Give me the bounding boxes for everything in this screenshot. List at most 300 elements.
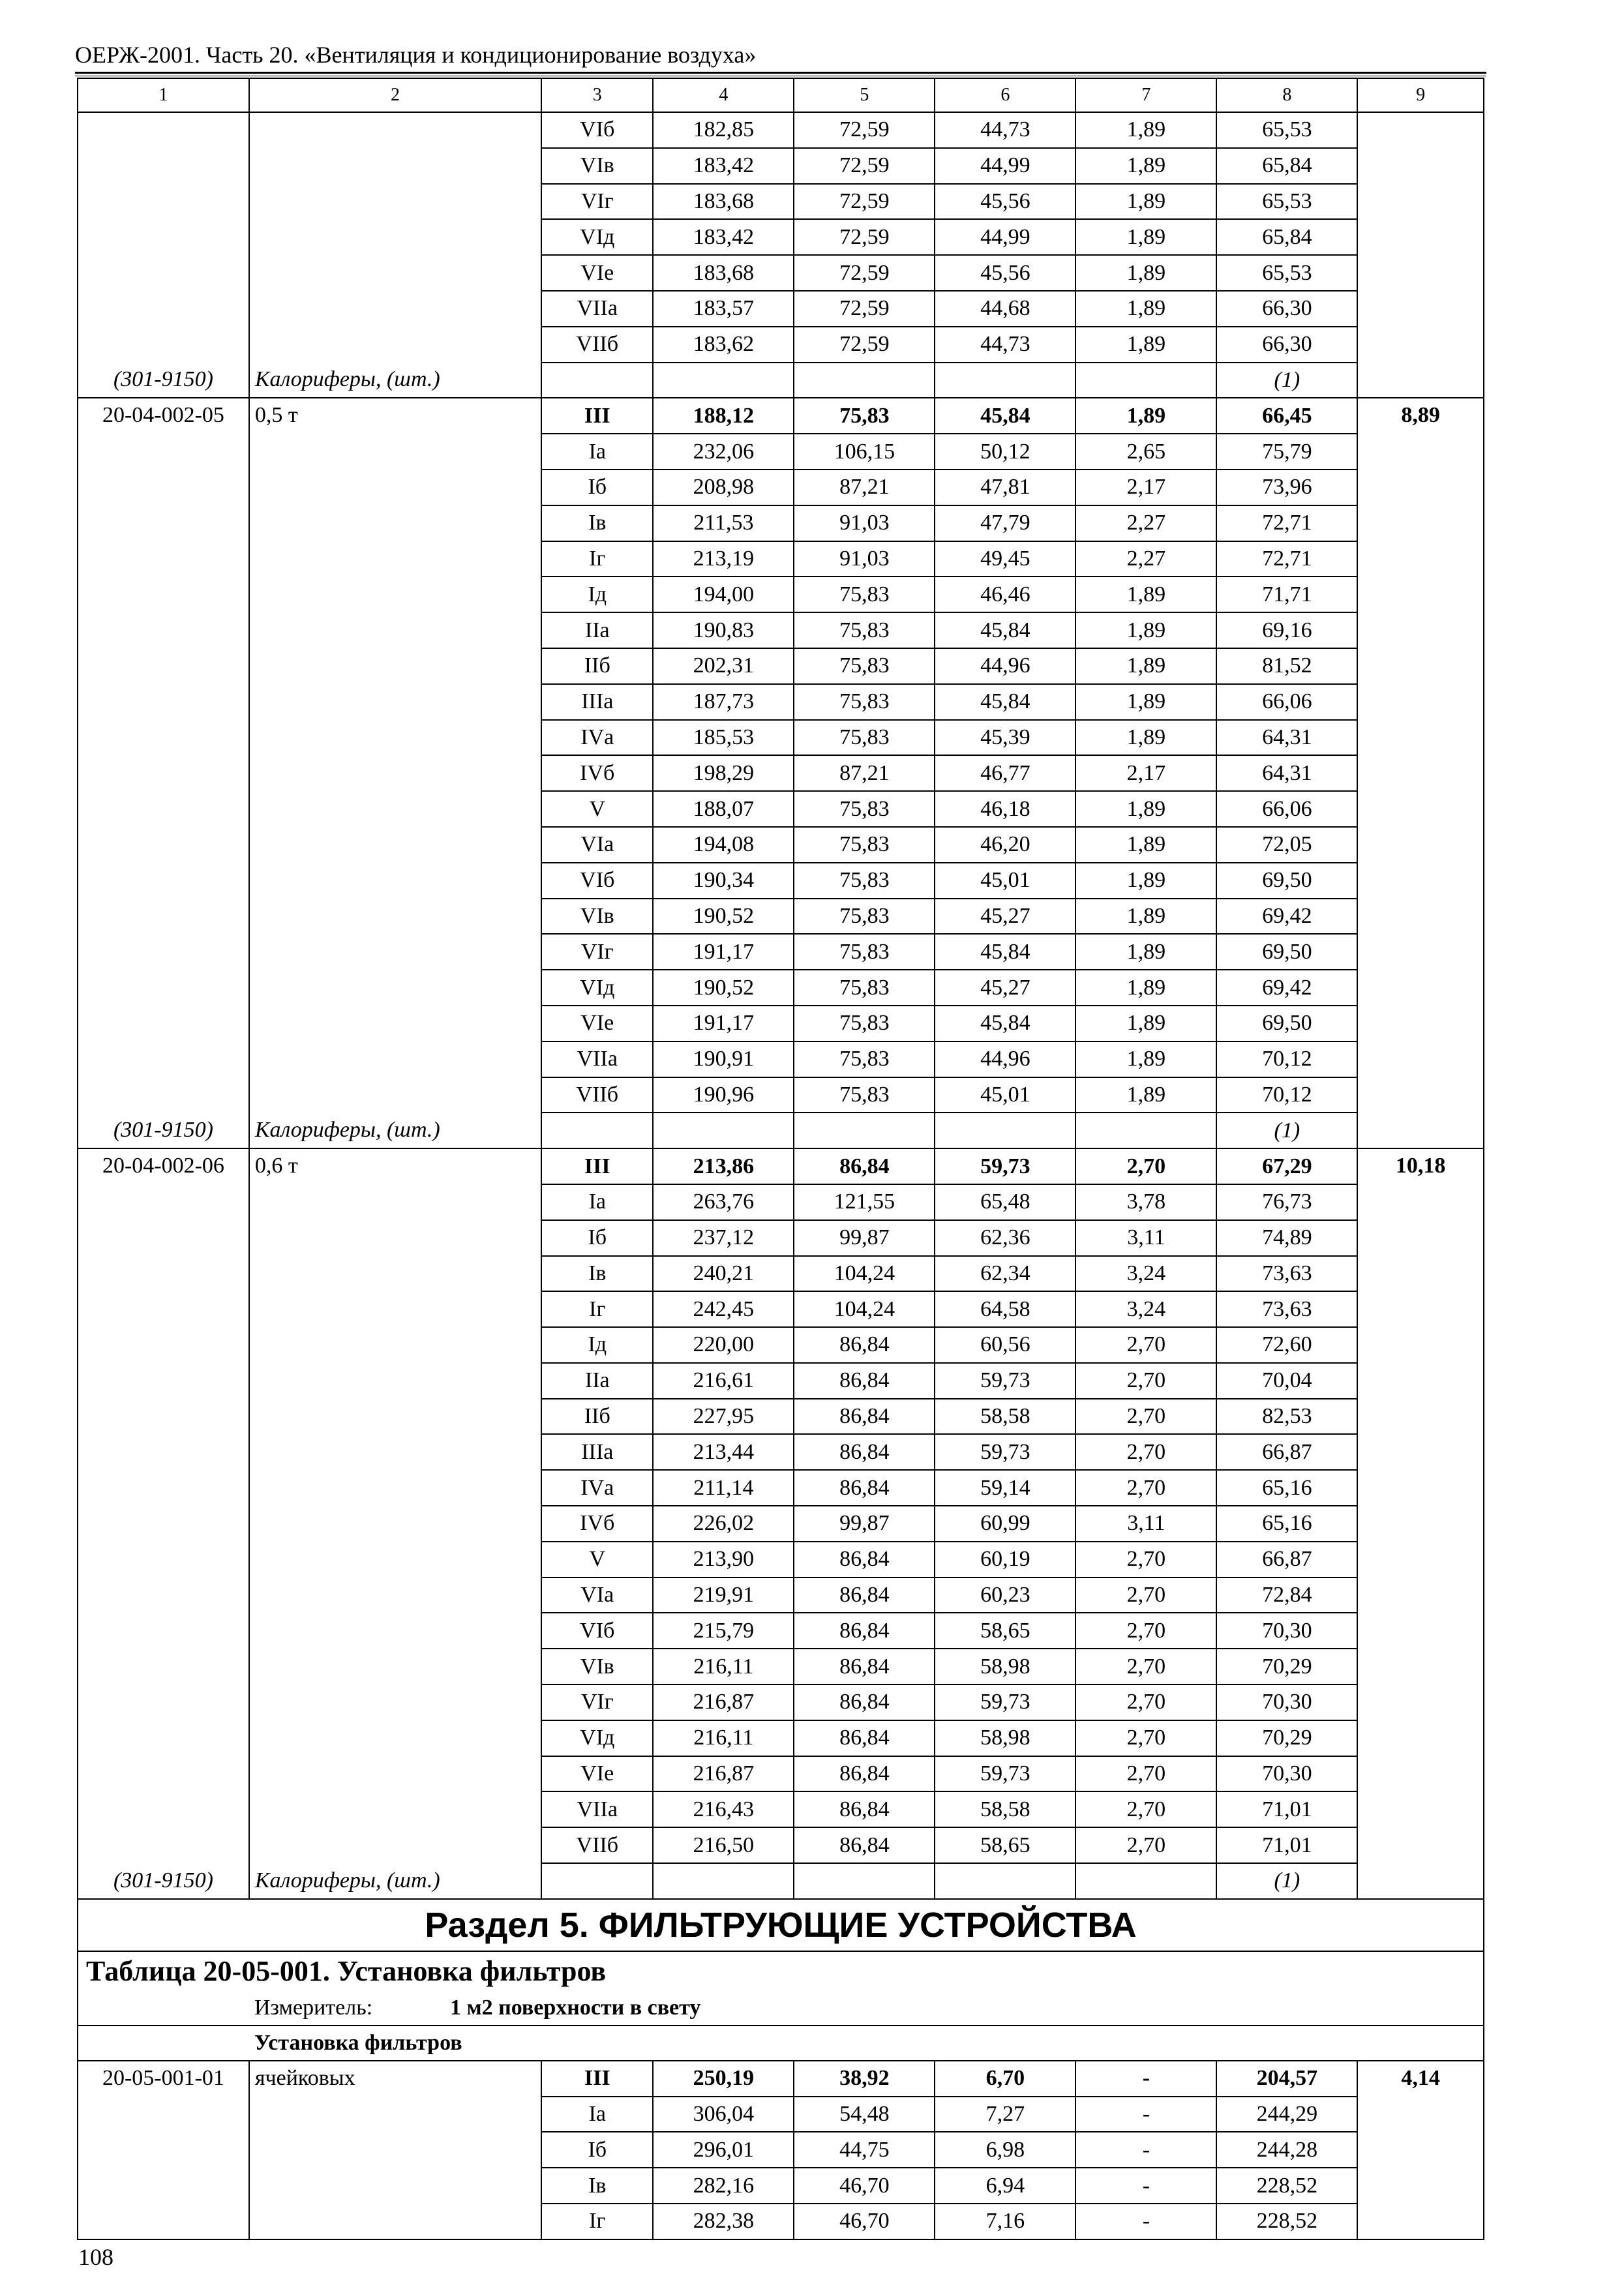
calorifer-code: (301-9150) (78, 1113, 249, 1148)
region-cell: VIIб (541, 327, 653, 363)
machines-cell: 58,58 (935, 1791, 1075, 1827)
wages-cell: 86,84 (794, 1148, 935, 1184)
total-cost-cell: 190,52 (653, 899, 794, 935)
calorifer-name: Калориферы, (шт.) (249, 1863, 541, 1899)
machines-cell: 58,98 (935, 1649, 1075, 1684)
rate-name: ячейковых (249, 2061, 541, 2239)
column-number: 6 (935, 78, 1075, 112)
machinists-wages-cell: 1,89 (1075, 1006, 1216, 1041)
wages-cell: 75,83 (794, 1077, 935, 1113)
machinists-wages-cell: 1,89 (1075, 398, 1216, 434)
materials-cell: 69,50 (1216, 863, 1357, 899)
table-row (78, 1148, 1484, 1184)
materials-cell: 69,50 (1216, 934, 1357, 970)
machines-cell: 58,98 (935, 1720, 1075, 1756)
machines-cell: 45,01 (935, 863, 1075, 899)
region-cell: VIб (541, 1613, 653, 1649)
total-cost-cell: 190,96 (653, 1077, 794, 1113)
total-cost-cell: 282,38 (653, 2204, 794, 2239)
region-cell: VIв (541, 899, 653, 935)
total-cost-cell: 183,68 (653, 184, 794, 220)
machines-cell: 58,65 (935, 1613, 1075, 1649)
materials-cell: 72,84 (1216, 1578, 1357, 1613)
total-cost-cell: 191,17 (653, 934, 794, 970)
region-cell: IVа (541, 720, 653, 756)
machinists-wages-cell: 1,89 (1075, 791, 1216, 827)
wages-cell: 104,24 (794, 1291, 935, 1327)
total-cost-cell: 296,01 (653, 2132, 794, 2168)
empty-cell (541, 1113, 653, 1148)
wages-cell: 86,84 (794, 1363, 935, 1399)
materials-cell: 72,71 (1216, 541, 1357, 577)
region-cell: V (541, 1542, 653, 1578)
total-cost-cell: 190,34 (653, 863, 794, 899)
machines-cell: 6,70 (935, 2061, 1075, 2097)
region-cell: VIIб (541, 1827, 653, 1863)
total-cost-cell: 194,00 (653, 576, 794, 612)
materials-cell: 64,31 (1216, 755, 1357, 791)
machinists-wages-cell: - (1075, 2204, 1216, 2239)
total-cost-cell: 188,12 (653, 398, 794, 434)
machinists-wages-cell: 1,89 (1075, 648, 1216, 684)
materials-cell: 71,01 (1216, 1827, 1357, 1863)
section-title: Раздел 5. ФИЛЬТРУЮЩИЕ УСТРОЙСТВА (78, 1899, 1484, 1951)
machinists-wages-cell: 2,27 (1075, 505, 1216, 541)
wages-cell: 91,03 (794, 541, 935, 577)
machinists-wages-cell: 2,70 (1075, 1578, 1216, 1613)
total-cost-cell: 187,73 (653, 684, 794, 720)
machinists-wages-cell: 2,70 (1075, 1827, 1216, 1863)
column-number: 1 (78, 78, 249, 112)
region-cell: VIIа (541, 1791, 653, 1827)
wages-cell: 86,84 (794, 1684, 935, 1720)
machines-cell: 7,16 (935, 2204, 1075, 2239)
column-number: 5 (794, 78, 935, 112)
column-number: 9 (1357, 78, 1484, 112)
region-cell: IIб (541, 648, 653, 684)
machinists-wages-cell: 1,89 (1075, 1041, 1216, 1077)
calorifer-code: (301-9150) (78, 1863, 249, 1899)
empty-cell (935, 1113, 1075, 1148)
wages-cell: 72,59 (794, 291, 935, 327)
materials-cell: 72,60 (1216, 1327, 1357, 1363)
total-cost-cell: 188,07 (653, 791, 794, 827)
machinists-wages-cell: 2,27 (1075, 541, 1216, 577)
total-cost-cell: 216,87 (653, 1756, 794, 1792)
total-cost-cell: 216,11 (653, 1720, 794, 1756)
wages-cell: 46,70 (794, 2168, 935, 2204)
region-cell: V (541, 791, 653, 827)
total-cost-cell: 237,12 (653, 1220, 794, 1256)
wages-cell: 75,83 (794, 863, 935, 899)
wages-cell: 99,87 (794, 1506, 935, 1542)
region-cell: Iв (541, 1256, 653, 1292)
table-row (78, 398, 1484, 434)
total-cost-cell: 208,98 (653, 470, 794, 505)
total-cost-cell: 190,83 (653, 612, 794, 648)
machinists-wages-cell: 2,70 (1075, 1434, 1216, 1470)
materials-cell: 70,12 (1216, 1041, 1357, 1077)
labor-cost-cell: 4,14 (1357, 2061, 1484, 2239)
machinists-wages-cell: 1,89 (1075, 899, 1216, 935)
wages-cell: 72,59 (794, 112, 935, 148)
machinists-wages-cell: 1,89 (1075, 255, 1216, 291)
rate-name: 0,5 т (249, 398, 541, 1113)
machines-cell: 6,98 (935, 2132, 1075, 2168)
machines-cell: 60,56 (935, 1327, 1075, 1363)
machinists-wages-cell: 3,24 (1075, 1291, 1216, 1327)
machinists-wages-cell: - (1075, 2132, 1216, 2168)
total-cost-cell: 211,14 (653, 1470, 794, 1506)
machinists-wages-cell: 3,78 (1075, 1184, 1216, 1220)
materials-cell: 65,16 (1216, 1470, 1357, 1506)
subheading-cell (78, 2026, 1484, 2061)
wages-cell: 86,84 (794, 1649, 935, 1684)
rates-table (77, 78, 1484, 2240)
region-cell: Iа (541, 2097, 653, 2132)
materials-cell: 70,12 (1216, 1077, 1357, 1113)
materials-cell: 65,53 (1216, 112, 1357, 148)
materials-cell: 228,52 (1216, 2204, 1357, 2239)
machines-cell: 47,81 (935, 470, 1075, 505)
total-cost-cell: 185,53 (653, 720, 794, 756)
wages-cell: 86,84 (794, 1578, 935, 1613)
materials-cell: 70,29 (1216, 1720, 1357, 1756)
machinists-wages-cell: 1,89 (1075, 612, 1216, 648)
machinists-wages-cell: 2,70 (1075, 1720, 1216, 1756)
machines-cell: 60,99 (935, 1506, 1075, 1542)
wages-cell: 86,84 (794, 1720, 935, 1756)
machines-cell: 44,96 (935, 648, 1075, 684)
materials-cell: 244,29 (1216, 2097, 1357, 2132)
wages-cell: 75,83 (794, 791, 935, 827)
machines-cell: 7,27 (935, 2097, 1075, 2132)
region-cell: IIб (541, 1399, 653, 1435)
materials-cell: 70,30 (1216, 1613, 1357, 1649)
machinists-wages-cell: 2,70 (1075, 1148, 1216, 1184)
machinists-wages-cell: 1,89 (1075, 863, 1216, 899)
materials-cell: 69,42 (1216, 970, 1357, 1006)
region-cell: Iд (541, 576, 653, 612)
wages-cell: 75,83 (794, 970, 935, 1006)
machines-cell: 45,27 (935, 899, 1075, 935)
wages-cell: 86,84 (794, 1791, 935, 1827)
wages-cell: 75,83 (794, 398, 935, 434)
total-cost-cell: 306,04 (653, 2097, 794, 2132)
materials-cell: 81,52 (1216, 648, 1357, 684)
total-cost-cell: 213,19 (653, 541, 794, 577)
machinists-wages-cell: 2,70 (1075, 1363, 1216, 1399)
machines-cell: 45,39 (935, 720, 1075, 756)
region-cell: VIд (541, 1720, 653, 1756)
total-cost-cell: 219,91 (653, 1578, 794, 1613)
machinists-wages-cell: 1,89 (1075, 291, 1216, 327)
total-cost-cell: 202,31 (653, 648, 794, 684)
region-cell: VIг (541, 1684, 653, 1720)
region-cell: IIIа (541, 684, 653, 720)
machinists-wages-cell: 2,70 (1075, 1542, 1216, 1578)
calorifer-name: Калориферы, (шт.) (249, 363, 541, 398)
empty-cell (541, 1863, 653, 1899)
total-cost-cell: 191,17 (653, 1006, 794, 1041)
materials-cell: 75,79 (1216, 434, 1357, 470)
materials-cell: 82,53 (1216, 1399, 1357, 1435)
region-cell: IIа (541, 1363, 653, 1399)
materials-cell: 71,01 (1216, 1791, 1357, 1827)
subheading: Установка фильтров (254, 2030, 462, 2055)
total-cost-cell: 226,02 (653, 1506, 794, 1542)
total-cost-cell: 215,79 (653, 1613, 794, 1649)
total-cost-cell: 250,19 (653, 2061, 794, 2097)
total-cost-cell: 282,16 (653, 2168, 794, 2204)
total-cost-cell: 242,45 (653, 1291, 794, 1327)
materials-cell: 66,45 (1216, 398, 1357, 434)
empty-cell (794, 1113, 935, 1148)
machines-cell: 46,18 (935, 791, 1075, 827)
rate-code: 20-05-001-01 (78, 2061, 249, 2239)
machinists-wages-cell: 2,70 (1075, 1613, 1216, 1649)
wages-cell: 86,84 (794, 1434, 935, 1470)
machinists-wages-cell: 2,17 (1075, 755, 1216, 791)
region-cell: Iв (541, 2168, 653, 2204)
total-cost-cell: 183,68 (653, 255, 794, 291)
materials-cell: 70,04 (1216, 1363, 1357, 1399)
materials-cell: 65,53 (1216, 255, 1357, 291)
materials-cell: 66,30 (1216, 291, 1357, 327)
region-cell: VIе (541, 1756, 653, 1792)
machinists-wages-cell: 1,89 (1075, 684, 1216, 720)
materials-cell: 73,63 (1216, 1291, 1357, 1327)
wages-cell: 86,84 (794, 1399, 935, 1435)
total-cost-cell: 216,87 (653, 1684, 794, 1720)
section-title-row (78, 1899, 1484, 1951)
materials-cell: 71,71 (1216, 576, 1357, 612)
machines-cell: 49,45 (935, 541, 1075, 577)
region-cell: VIIа (541, 291, 653, 327)
machinists-wages-cell: 1,89 (1075, 827, 1216, 863)
materials-cell: 70,29 (1216, 1649, 1357, 1684)
total-cost-cell: 240,21 (653, 1256, 794, 1292)
total-cost-cell: 198,29 (653, 755, 794, 791)
wages-cell: 75,83 (794, 827, 935, 863)
materials-cell: 69,42 (1216, 899, 1357, 935)
total-cost-cell: 220,00 (653, 1327, 794, 1363)
table-title: Таблица 20-05-001. Установка фильтров (78, 1951, 1484, 1991)
materials-cell: 73,96 (1216, 470, 1357, 505)
machines-cell: 62,34 (935, 1256, 1075, 1292)
empty-cell (653, 1863, 794, 1899)
machinists-wages-cell: 2,70 (1075, 1756, 1216, 1792)
machines-cell: 45,84 (935, 934, 1075, 970)
wages-cell: 75,83 (794, 899, 935, 935)
materials-cell: 72,05 (1216, 827, 1357, 863)
machines-cell: 47,79 (935, 505, 1075, 541)
total-cost-cell: 183,42 (653, 148, 794, 184)
wages-cell: 75,83 (794, 576, 935, 612)
materials-cell: 73,63 (1216, 1256, 1357, 1292)
total-cost-cell: 213,86 (653, 1148, 794, 1184)
machines-cell: 45,27 (935, 970, 1075, 1006)
machinists-wages-cell: 1,89 (1075, 327, 1216, 363)
machinists-wages-cell: 1,89 (1075, 720, 1216, 756)
machines-cell: 58,65 (935, 1827, 1075, 1863)
wages-cell: 44,75 (794, 2132, 935, 2168)
region-cell: III (541, 1148, 653, 1184)
header-rule (75, 72, 1486, 74)
table-row (78, 2061, 1484, 2097)
wages-cell: 86,84 (794, 1756, 935, 1792)
column-number: 2 (249, 78, 541, 112)
wages-cell: 72,59 (794, 184, 935, 220)
empty-cell (935, 1863, 1075, 1899)
machines-cell: 58,58 (935, 1399, 1075, 1435)
calorifer-row (78, 1863, 1484, 1899)
machinists-wages-cell: 2,70 (1075, 1327, 1216, 1363)
machinists-wages-cell: 2,70 (1075, 1791, 1216, 1827)
wages-cell: 72,59 (794, 148, 935, 184)
region-cell: VIе (541, 255, 653, 291)
region-cell: Iг (541, 1291, 653, 1327)
total-cost-cell: 263,76 (653, 1184, 794, 1220)
total-cost-cell: 183,42 (653, 219, 794, 255)
wages-cell: 106,15 (794, 434, 935, 470)
machinists-wages-cell: 1,89 (1075, 934, 1216, 970)
wages-cell: 54,48 (794, 2097, 935, 2132)
total-cost-cell: 227,95 (653, 1399, 794, 1435)
machines-cell: 60,19 (935, 1542, 1075, 1578)
total-cost-cell: 190,91 (653, 1041, 794, 1077)
total-cost-cell: 216,50 (653, 1827, 794, 1863)
rate-name: 0,6 т (249, 1148, 541, 1863)
rate-name (249, 112, 541, 363)
machines-cell: 44,68 (935, 291, 1075, 327)
table-row (78, 112, 1484, 148)
calorifer-row (78, 1113, 1484, 1148)
wages-cell: 75,83 (794, 720, 935, 756)
region-cell: Iг (541, 541, 653, 577)
machines-cell: 59,73 (935, 1363, 1075, 1399)
measure-value: 1 м2 поверхности в свету (450, 1995, 701, 2020)
wages-cell: 46,70 (794, 2204, 935, 2239)
machinists-wages-cell: 1,89 (1075, 576, 1216, 612)
empty-cell (1075, 1113, 1216, 1148)
total-cost-cell: 211,53 (653, 505, 794, 541)
region-cell: VIе (541, 1006, 653, 1041)
materials-cell: 69,16 (1216, 612, 1357, 648)
region-cell: IVб (541, 755, 653, 791)
region-cell: VIб (541, 863, 653, 899)
region-cell: VIг (541, 934, 653, 970)
machines-cell: 44,96 (935, 1041, 1075, 1077)
measure-cell (78, 1991, 1484, 2026)
column-numbers-row (78, 78, 1484, 112)
wages-cell: 99,87 (794, 1220, 935, 1256)
materials-cell: 66,87 (1216, 1434, 1357, 1470)
wages-cell: 72,59 (794, 255, 935, 291)
wages-cell: 72,59 (794, 327, 935, 363)
materials-cell: 204,57 (1216, 2061, 1357, 2097)
machinists-wages-cell: 2,70 (1075, 1649, 1216, 1684)
wages-cell: 75,83 (794, 1006, 935, 1041)
region-cell: VIб (541, 112, 653, 148)
region-cell: Iа (541, 434, 653, 470)
machines-cell: 46,46 (935, 576, 1075, 612)
materials-cell: 66,87 (1216, 1542, 1357, 1578)
wages-cell: 86,84 (794, 1613, 935, 1649)
wages-cell: 75,83 (794, 684, 935, 720)
rate-code (78, 112, 249, 363)
region-cell: VIд (541, 970, 653, 1006)
wages-cell: 38,92 (794, 2061, 935, 2097)
machines-cell: 59,73 (935, 1434, 1075, 1470)
machinists-wages-cell: 3,24 (1075, 1256, 1216, 1292)
materials-cell: 66,30 (1216, 327, 1357, 363)
machinists-wages-cell: - (1075, 2168, 1216, 2204)
calorifer-qty: (1) (1216, 1113, 1357, 1148)
machines-cell: 59,14 (935, 1470, 1075, 1506)
total-cost-cell: 232,06 (653, 434, 794, 470)
empty-cell (653, 363, 794, 398)
machinists-wages-cell: 1,89 (1075, 184, 1216, 220)
machines-cell: 45,84 (935, 1006, 1075, 1041)
wages-cell: 75,83 (794, 934, 935, 970)
wages-cell: 87,21 (794, 470, 935, 505)
materials-cell: 65,53 (1216, 184, 1357, 220)
machines-cell: 46,20 (935, 827, 1075, 863)
region-cell: VIд (541, 219, 653, 255)
machines-cell: 45,01 (935, 1077, 1075, 1113)
subheading-row (78, 2026, 1484, 2061)
machinists-wages-cell: 3,11 (1075, 1220, 1216, 1256)
calorifer-row (78, 363, 1484, 398)
wages-cell: 86,84 (794, 1470, 935, 1506)
region-cell: VIIа (541, 1041, 653, 1077)
rate-code: 20-04-002-05 (78, 398, 249, 1113)
total-cost-cell: 213,90 (653, 1542, 794, 1578)
region-cell: Iд (541, 1327, 653, 1363)
empty-cell (794, 1863, 935, 1899)
machinists-wages-cell: - (1075, 2061, 1216, 2097)
machinists-wages-cell: 2,17 (1075, 470, 1216, 505)
empty-cell (1075, 1863, 1216, 1899)
machines-cell: 45,84 (935, 612, 1075, 648)
column-number: 7 (1075, 78, 1216, 112)
materials-cell: 69,50 (1216, 1006, 1357, 1041)
machinists-wages-cell: 1,89 (1075, 219, 1216, 255)
wages-cell: 87,21 (794, 755, 935, 791)
region-cell: Iа (541, 1184, 653, 1220)
machinists-wages-cell: 1,89 (1075, 1077, 1216, 1113)
labor-cost-cell: 8,89 (1357, 398, 1484, 1148)
machinists-wages-cell: - (1075, 2097, 1216, 2132)
region-cell: Iб (541, 1220, 653, 1256)
region-cell: VIа (541, 827, 653, 863)
region-cell: VIв (541, 1649, 653, 1684)
machines-cell: 50,12 (935, 434, 1075, 470)
region-cell: IVб (541, 1506, 653, 1542)
region-cell: III (541, 398, 653, 434)
machines-cell: 45,56 (935, 255, 1075, 291)
empty-cell (653, 1113, 794, 1148)
region-cell: IVа (541, 1470, 653, 1506)
materials-cell: 76,73 (1216, 1184, 1357, 1220)
wages-cell: 75,83 (794, 648, 935, 684)
total-cost-cell: 216,61 (653, 1363, 794, 1399)
machines-cell: 44,73 (935, 112, 1075, 148)
materials-cell: 228,52 (1216, 2168, 1357, 2204)
materials-cell: 74,89 (1216, 1220, 1357, 1256)
machines-cell: 59,73 (935, 1148, 1075, 1184)
